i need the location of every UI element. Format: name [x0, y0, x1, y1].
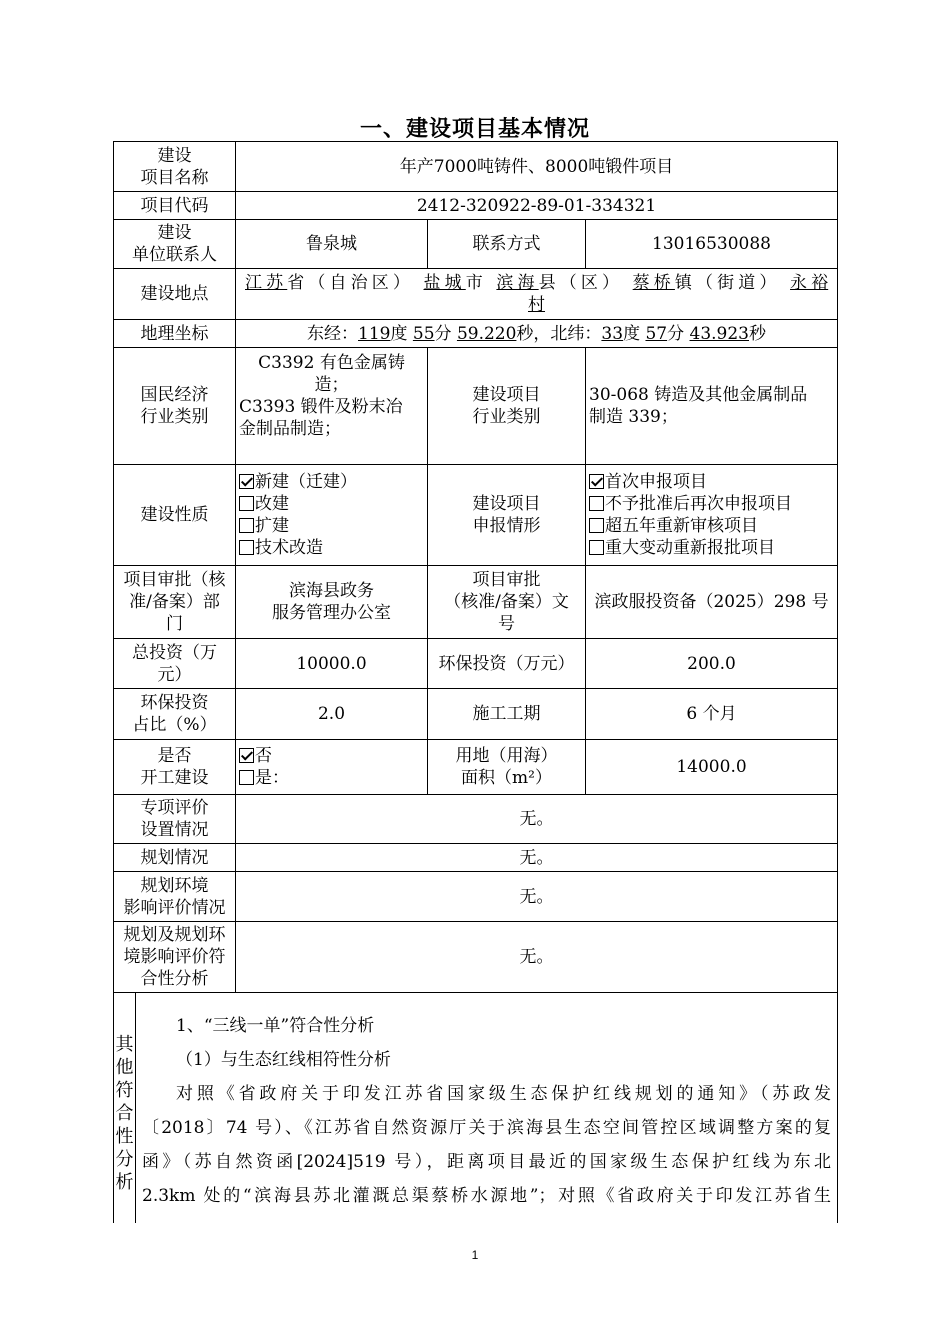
- nature-option-expand[interactable]: 扩建: [239, 515, 424, 537]
- value-contact: 鲁泉城: [236, 220, 428, 269]
- started-option-yes[interactable]: 是：: [239, 767, 424, 789]
- value-special-eval: 无。: [236, 795, 838, 844]
- nature-options: [236, 465, 428, 566]
- value-industry: C3392 有色金属铸 造； C3393 锻件及粉末冶 金制品制造；: [236, 348, 428, 465]
- paragraph-ecological-red-line: （1）与生态红线相符性分析: [176, 1050, 391, 1070]
- row-other-compliance: [114, 993, 838, 1224]
- value-contact-method: 13016530088: [586, 220, 838, 269]
- nature-option-rebuild[interactable]: 改建: [239, 493, 424, 515]
- value-project-industry: 30-068 铸造及其他金属制品 制造 339；: [586, 348, 838, 465]
- row-location: [114, 269, 838, 320]
- nature-option-new[interactable]: 新建（迁建）: [239, 471, 424, 493]
- label-construction-period: 施工工期: [428, 689, 586, 740]
- label-other-compliance: 其他符合性分析: [114, 993, 136, 1223]
- page-number: 1: [471, 1248, 479, 1262]
- declaration-option-major-change[interactable]: 重大变动重新报批项目: [589, 537, 834, 559]
- label-env-investment: 环保投资（万元）: [428, 639, 586, 689]
- label-nature: 建设性质: [114, 465, 236, 566]
- label-planning: 规划情况: [114, 844, 236, 872]
- row-approval: [114, 566, 838, 639]
- checkbox-icon: [239, 540, 254, 555]
- label-contact-method: 联系方式: [428, 220, 586, 269]
- label-coords: 地理坐标: [114, 320, 236, 348]
- value-planning-compliance: 无。: [236, 922, 838, 993]
- value-planning: 无。: [236, 844, 838, 872]
- label-approval-doc: 项目审批 （核准/备案）文 号: [428, 566, 586, 639]
- label-contact: 建设 单位联系人: [114, 220, 236, 269]
- checkbox-icon: [239, 518, 254, 533]
- row-project-code: [114, 192, 838, 220]
- value-approval-doc: 滨政服投资备（2025）298 号: [586, 566, 838, 639]
- value-project-name: 年产7000吨铸件、8000吨锻件项目: [236, 142, 838, 192]
- row-started: [114, 740, 838, 795]
- label-planning-env: 规划环境 影响评价情况: [114, 872, 236, 922]
- declaration-options: [586, 465, 838, 566]
- label-project-industry: 建设项目 行业类别: [428, 348, 586, 465]
- row-planning-env: [114, 872, 838, 922]
- row-investment: [114, 639, 838, 689]
- paragraph-red-line-line3: 函》（苏自然资函[2024]519 号），距离项目最近的国家级生态保护红线为东北: [142, 1152, 832, 1172]
- started-options: [236, 740, 428, 795]
- declaration-option-redeclare[interactable]: 不予批准后再次申报项目: [589, 493, 834, 515]
- checkbox-icon: [589, 518, 604, 533]
- nature-option-tech[interactable]: 技术改造: [239, 537, 424, 559]
- value-planning-env: 无。: [236, 872, 838, 922]
- paragraph-red-line-line2: 〔2018〕74 号）、《江苏省自然资源厅关于滨海县生态空间管控区域调整方案的复: [142, 1118, 832, 1138]
- row-project-name: [114, 142, 838, 192]
- value-env-investment: 200.0: [586, 639, 838, 689]
- row-env-ratio: [114, 689, 838, 740]
- checkbox-checked-icon: [589, 474, 604, 489]
- declaration-option-first[interactable]: 首次申报项目: [589, 471, 834, 493]
- project-info-table: [113, 141, 838, 1223]
- value-env-ratio: 2.0: [236, 689, 428, 740]
- value-project-code: 2412-320922-89-01-334321: [236, 192, 838, 220]
- started-option-no[interactable]: 否: [239, 745, 424, 767]
- row-special-eval: [114, 795, 838, 844]
- paragraph-three-lines: 1、“三线一单”符合性分析: [176, 1016, 375, 1036]
- row-planning-compliance: [114, 922, 838, 993]
- label-project-name: 建设 项目名称: [114, 142, 236, 192]
- value-coords: 东经：119度 55分 59.220秒，北纬：33度 57分 43.923秒: [236, 320, 838, 348]
- label-planning-compliance: 规划及规划环 境影响评价符 合性分析: [114, 922, 236, 993]
- checkbox-icon: [239, 770, 254, 785]
- label-land-area: 用地（用海） 面积（m²）: [428, 740, 586, 795]
- value-location: 江苏省（自治区） 盐城市 滨海县（区） 蔡桥镇（街道） 永裕 村: [236, 269, 838, 320]
- checkbox-icon: [589, 540, 604, 555]
- label-location: 建设地点: [114, 269, 236, 320]
- paragraph-red-line-line4: 2.3km 处的“滨海县苏北灌溉总渠蔡桥水源地”；对照《省政府关于印发江苏省生: [142, 1186, 832, 1206]
- value-approval-dept: 滨海县政务 服务管理办公室: [236, 566, 428, 639]
- value-land-area: 14000.0: [586, 740, 838, 795]
- label-declaration: 建设项目 申报情形: [428, 465, 586, 566]
- label-investment: 总投资（万 元）: [114, 639, 236, 689]
- paragraph-red-line-line1: 对照《省政府关于印发江苏省国家级生态保护红线规划的通知》（苏政发: [176, 1084, 832, 1104]
- checkbox-icon: [589, 496, 604, 511]
- checkbox-checked-icon: [239, 474, 254, 489]
- label-project-code: 项目代码: [114, 192, 236, 220]
- checkbox-checked-icon: [239, 748, 254, 763]
- row-industry: [114, 348, 838, 465]
- other-compliance-text: [136, 993, 837, 1223]
- label-special-eval: 专项评价 设置情况: [114, 795, 236, 844]
- value-investment: 10000.0: [236, 639, 428, 689]
- row-contact: [114, 220, 838, 269]
- row-nature: [114, 465, 838, 566]
- label-started: 是否 开工建设: [114, 740, 236, 795]
- checkbox-icon: [239, 496, 254, 511]
- row-planning: [114, 844, 838, 872]
- declaration-option-five-years[interactable]: 超五年重新审核项目: [589, 515, 834, 537]
- page-title: 一、建设项目基本情况: [359, 117, 590, 142]
- label-industry: 国民经济 行业类别: [114, 348, 236, 465]
- label-approval-dept: 项目审批（核 准/备案）部 门: [114, 566, 236, 639]
- label-env-ratio: 环保投资 占比（%）: [114, 689, 236, 740]
- other-compliance-cell: [114, 993, 838, 1224]
- value-construction-period: 6 个月: [586, 689, 838, 740]
- row-coords: [114, 320, 838, 348]
